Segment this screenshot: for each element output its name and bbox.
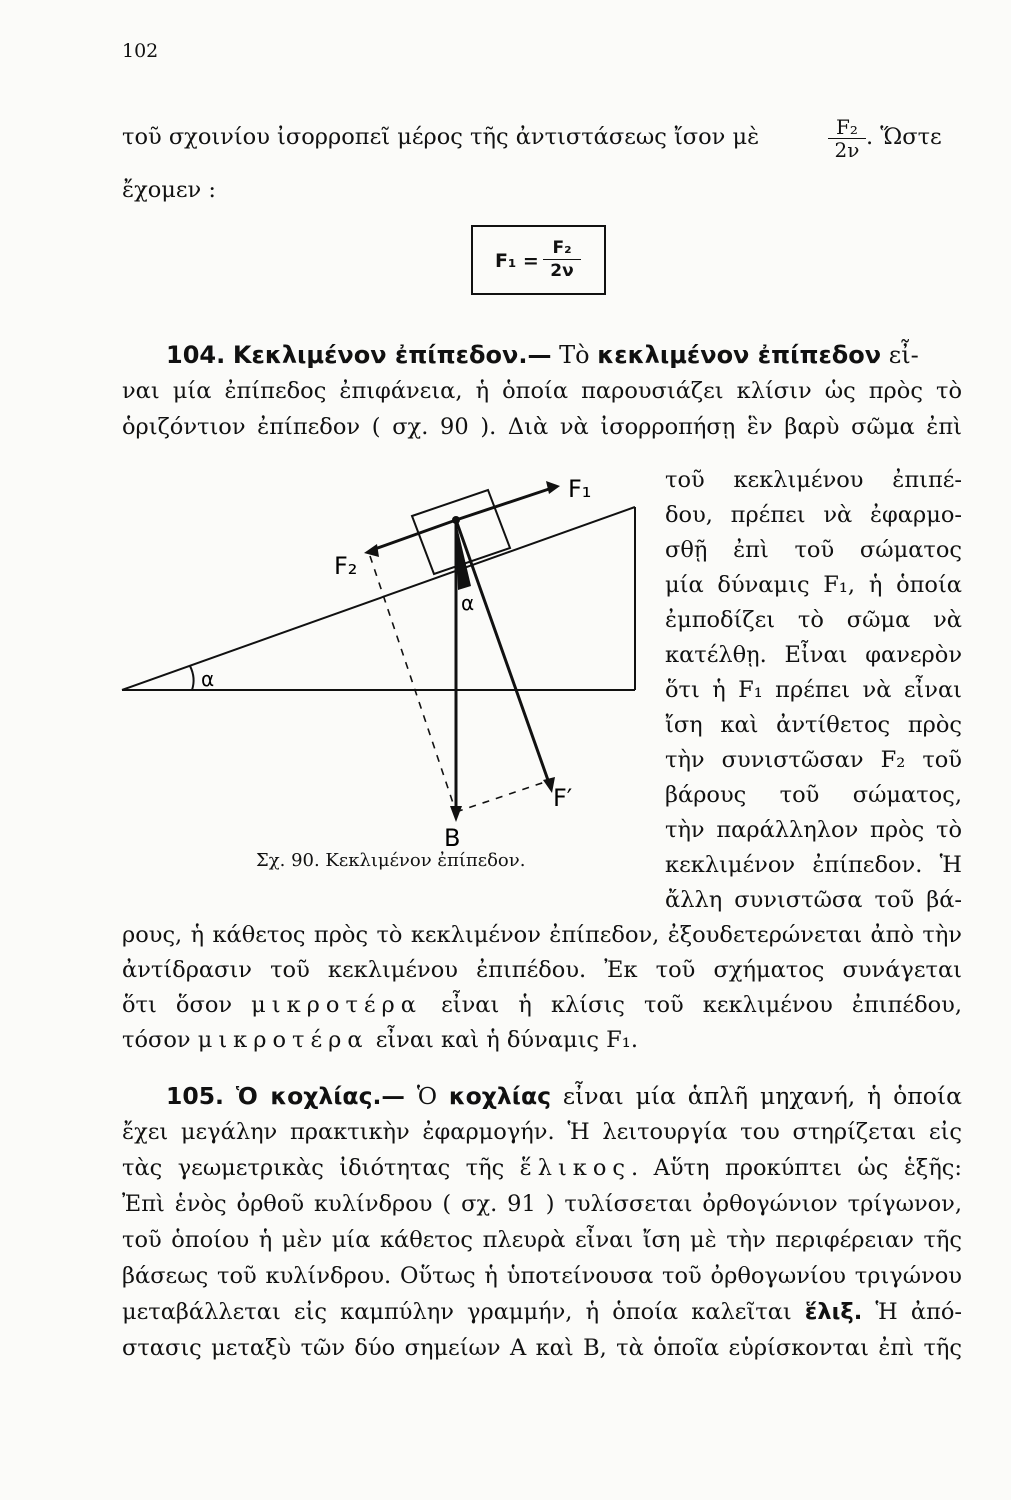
section-104-number: 104. xyxy=(166,341,226,369)
side-line: τοῦ κεκλιμένου ἐπιπέ- xyxy=(665,467,962,493)
side-line: τὴν παράλληλον πρὸς τὸ xyxy=(665,817,962,843)
section-104-lead: Τὸ xyxy=(559,341,590,369)
label-fprime: F′ xyxy=(553,784,573,812)
side-line: σθῇ ἐπὶ τοῦ σώματος xyxy=(665,537,962,563)
side-line: ἴση καὶ ἀντίθετος πρὸς xyxy=(665,712,962,738)
section-104-term: κεκλιμένον ἐπίπεδον xyxy=(597,341,882,369)
section-105-term: κοχλίας xyxy=(448,1082,552,1110)
spaced-line-2-b: εἶναι καὶ ἡ δύναμις F₁. xyxy=(375,1027,638,1053)
side-line: κεκλιμένον ἐπίπεδον. Ἡ xyxy=(665,852,962,878)
spaced-line-1-b: εἶναι ἡ κλίσις τοῦ κεκλιμένου ἐπιπέδου, xyxy=(441,992,962,1018)
section-105-line-7-a: μεταβάλλεται εἰς καμπύλην γραμμήν, ἡ ὁποία καλεῖται xyxy=(122,1299,792,1325)
intro-line-2: ἔχομεν : xyxy=(122,177,216,203)
spaced-line-1-a: ὅτι ὅσον xyxy=(122,992,233,1018)
angle-arc-base xyxy=(190,666,194,690)
spaced-word-2: μικροτέρα xyxy=(197,1027,369,1053)
f2-arrowhead xyxy=(364,544,379,557)
side-line: δου, πρέπει νὰ ἐφαρμο- xyxy=(665,502,962,528)
f1-arrowhead xyxy=(546,481,560,494)
section-105-spaced-word: ἕλικος xyxy=(519,1155,632,1181)
section-105-title: Ὁ κοχλίας.— xyxy=(235,1082,405,1110)
section-105-line-7-b: Ἡ ἀπό- xyxy=(875,1299,963,1325)
dashed-line-b-to-fprime xyxy=(456,781,548,812)
label-f1: F₁ xyxy=(568,475,592,503)
force-f1-line xyxy=(456,488,552,520)
intro-line-1: τοῦ σχοινίου ἰσορροπεῖ μέρος τῆς ἀντιστάσεως ἴσον μὲ xyxy=(122,124,760,150)
force-origin-point xyxy=(452,516,460,524)
section-105-heading-line xyxy=(166,1081,962,1111)
section-104-line-3: ὁριζόντιον ἐπίπεδον ( σχ. 90 ). Διὰ νὰ ἰσορροπήσῃ ἓν βαρὺ σῶμα ἐπὶ xyxy=(122,414,962,440)
plane-slope-line xyxy=(122,507,635,690)
section-105-term-2: ἕλιξ. xyxy=(804,1299,863,1325)
spaced-line-2-a: τόσον xyxy=(122,1027,191,1053)
section-105-line: τοῦ ὁποίου ἡ μὲν μία κάθετος πλευρὰ εἶναι ἴση μὲ τὴν περιφέρειαν τῆς xyxy=(122,1227,962,1253)
label-b: B xyxy=(444,824,461,852)
figure-90-caption: Σχ. 90. Κεκλιμένον ἐπίπεδον. xyxy=(256,850,526,871)
section-105-line-7 xyxy=(122,1297,962,1327)
side-line: μία δύναμις F₁, ἡ ὁποία xyxy=(665,572,962,598)
side-line: τὴν συνιστῶσαν F₂ τοῦ xyxy=(665,747,962,773)
section-105-lead: Ὁ xyxy=(416,1082,438,1110)
section-105-line-3-a: τὰς γεωμετρικὰς ἰδιότητας τῆς xyxy=(122,1155,505,1181)
section-104-spaced-line-2 xyxy=(122,1025,638,1055)
section-105-lead-end: εἶναι μία ἁπλῆ μηχανή, ἡ ὁποία xyxy=(562,1082,962,1110)
section-105-line-3-b: . Αὕτη προκύπτει ὡς ἑξῆς: xyxy=(631,1155,962,1181)
weight-arrowhead xyxy=(450,806,462,822)
label-angle-base: α xyxy=(201,667,215,691)
formula-den: 2ν xyxy=(543,259,581,282)
section-105-line-3 xyxy=(122,1153,962,1183)
side-line: ἄλλη συνιστῶσα τοῦ βά- xyxy=(665,887,962,913)
section-104-spaced-line-1 xyxy=(122,990,962,1020)
intro-fraction-den: 2ν xyxy=(828,138,866,161)
force-fprime-line xyxy=(456,520,549,783)
formula-lhs: F₁ = xyxy=(495,250,539,272)
side-line: ἐμποδίζει τὸ σῶμα νὰ xyxy=(665,607,962,633)
intro-fraction-num: F₂ xyxy=(836,115,858,139)
side-line: κατέλθῃ. Εἶναι φανερὸν xyxy=(665,642,962,668)
section-104-lead-end: εἶ- xyxy=(888,341,919,369)
section-104-after-line: ρους, ἡ κάθετος πρὸς τὸ κεκλιμένον ἐπίπεδον, ἐξουδετερώνεται ἀπὸ τὴν xyxy=(122,922,962,948)
section-105-line-8: στασις μεταξὺ τῶν δύο σημείων Α καὶ Β, τὰ ὁποῖα εὑρίσκονται ἐπὶ τῆς xyxy=(122,1335,962,1361)
section-104-after-line: ἀντίδρασιν τοῦ κεκλιμένου ἐπιπέδου. Ἐκ τοῦ σχήματος συνάγεται xyxy=(122,957,962,983)
section-104-line-2: ναι μία ἐπίπεδος ἐπιφάνεια, ἡ ὁποία παρουσιάζει κλίσιν ὡς πρὸς τὸ xyxy=(122,378,962,404)
side-line: βάρους τοῦ σώματος, xyxy=(665,782,962,808)
section-105-number: 105. xyxy=(166,1082,224,1110)
intro-line-1-end: . Ὥστε xyxy=(866,124,942,150)
formula-num: F₂ xyxy=(552,238,572,258)
section-105-line: βάσεως τοῦ κυλίνδρου. Οὕτως ἡ ὑποτείνουσα τοῦ ὀρθογωνίου τριγώνου xyxy=(122,1263,962,1289)
section-105-line: Ἐπὶ ἑνὸς ὀρθοῦ κυλίνδρου ( σχ. 91 ) τυλίσσεται ὀρθογώνιον τρίγωνον, xyxy=(122,1191,962,1217)
spaced-word-1: μικροτέρα xyxy=(251,992,422,1018)
section-104-title: Κεκλιμένον ἐπίπεδον.— xyxy=(232,341,552,369)
side-line: ὅτι ἡ F₁ πρέπει νὰ εἶναι xyxy=(665,677,962,703)
dashed-line-f2-to-b xyxy=(370,556,456,812)
label-f2: F₂ xyxy=(334,552,358,580)
force-f2-line xyxy=(372,520,456,550)
label-angle-inner: α xyxy=(461,591,475,615)
section-105-line-2: ἔχει μεγάλην πρακτικὴν ἐφαρμογήν. Ἡ λειτουργία του στηρίζεται εἰς xyxy=(122,1119,962,1145)
page-number: 102 xyxy=(122,40,159,62)
